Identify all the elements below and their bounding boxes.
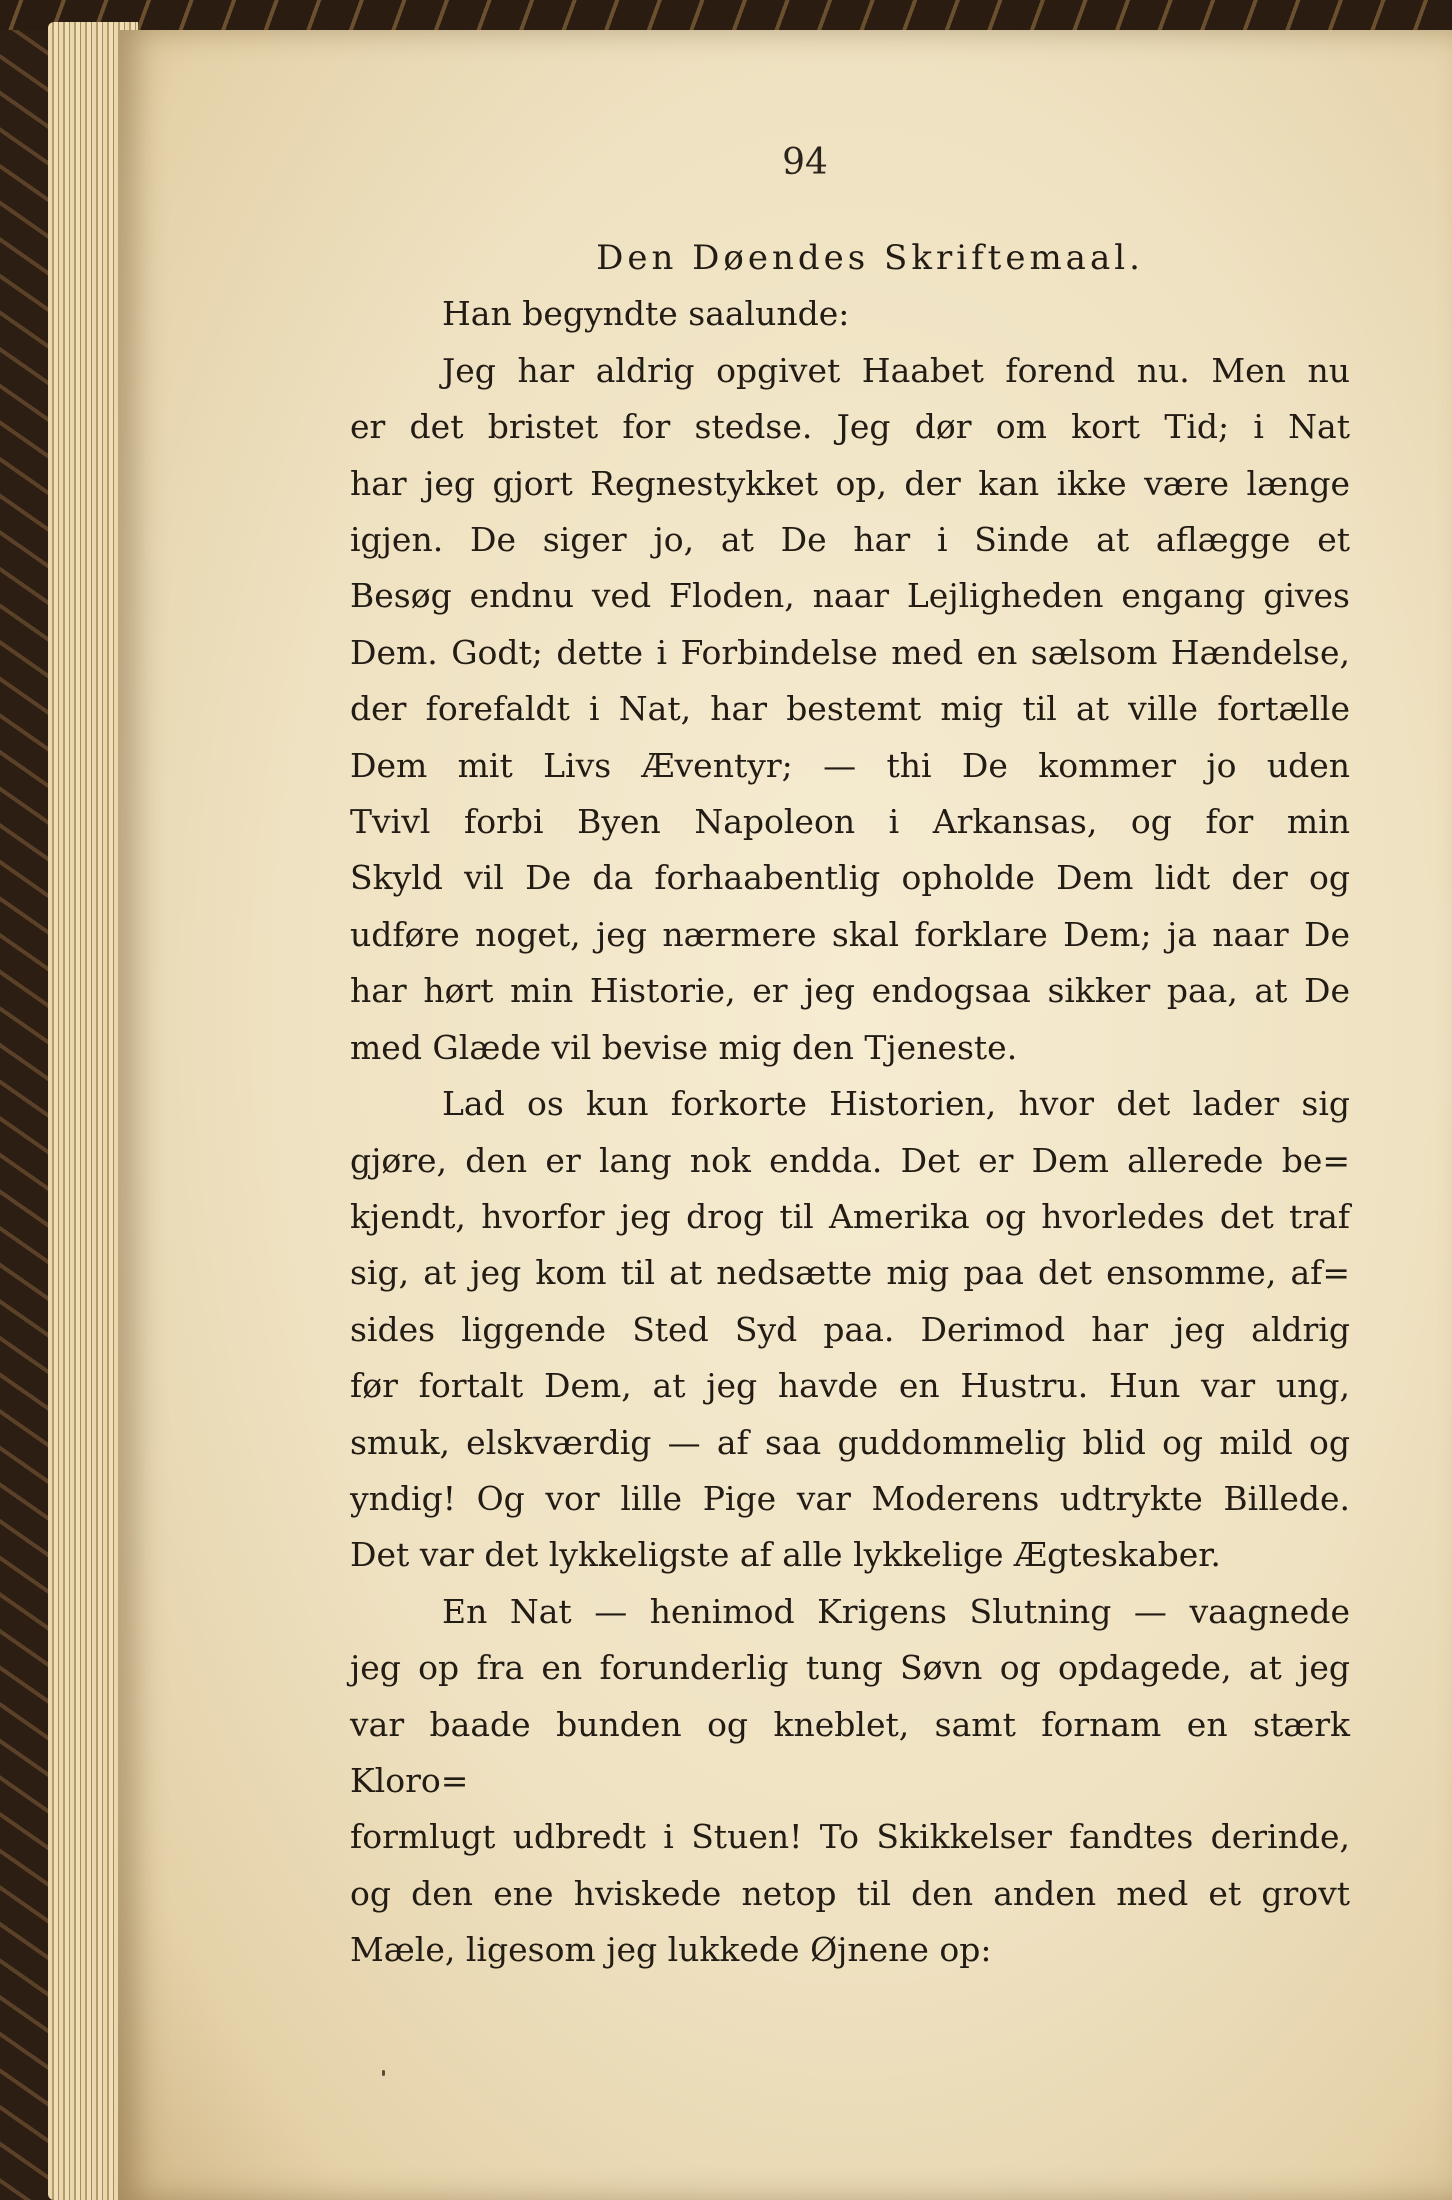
text-line: der forefaldt i Nat, har bestemt mig til at ville fortælle: [350, 689, 1350, 729]
text-line: sides liggende Sted Syd paa. Derimod har jeg aldrig: [350, 1309, 1350, 1349]
text-line: er det bristet for stedse. Jeg dør om kort Tid; i Nat: [350, 407, 1350, 447]
book-cover-top: [0, 0, 1452, 30]
text-line: Besøg endnu ved Floden, naar Lejligheden engang gives: [350, 576, 1350, 616]
text-line: kjendt, hvorfor jeg drog til Amerika og hvorledes det traf: [350, 1196, 1350, 1236]
paragraph: [350, 286, 1350, 342]
text-line: Det var det lykkeligste af alle lykkelige Ægteskaber.: [350, 1535, 1221, 1575]
text-line: Jeg har aldrig opgivet Haabet forend nu. Men nu: [442, 350, 1350, 390]
text-line: igjen. De siger jo, at De har i Sinde at aflægge et: [350, 520, 1350, 560]
text-line: udføre noget, jeg nærmere skal forklare Dem; ja naar De: [350, 914, 1350, 954]
text-line: Lad os kun forkorte Historien, hvor det lader sig: [442, 1084, 1350, 1124]
text-line: var baade bunden og kneblet, samt fornam en stærk Kloro=: [350, 1704, 1350, 1800]
paragraph: [350, 1076, 1350, 1584]
paragraph: [350, 343, 1350, 1076]
text-line: En Nat — henimod Krigens Slutning — vaagnede: [442, 1591, 1350, 1631]
text-line: og den ene hviskede netop til den anden med et grovt: [350, 1873, 1350, 1913]
text-line: Han begyndte saalunde:: [442, 294, 850, 334]
paragraphs: [350, 286, 1350, 1978]
page-text: [350, 230, 1350, 1979]
page-number: 94: [782, 142, 828, 183]
text-line: med Glæde vil bevise mig den Tjeneste.: [350, 1027, 1018, 1067]
text-line: Dem. Godt; dette i Forbindelse med en sælsom Hændelse,: [350, 632, 1350, 672]
text-line: Dem mit Livs Æventyr; — thi De kommer jo uden: [350, 745, 1350, 785]
text-line: har hørt min Historie, er jeg endogsaa sikker paa, at De: [350, 971, 1350, 1011]
text-line: Tvivl forbi Byen Napoleon i Arkansas, og for min: [350, 802, 1350, 842]
chapter-title: Den Døendes Skriftemaal.: [596, 238, 1144, 278]
text-line: før fortalt Dem, at jeg havde en Hustru. Hun var ung,: [350, 1366, 1350, 1406]
text-line: jeg op fra en forunderlig tung Søvn og opdagede, at jeg: [350, 1648, 1350, 1688]
text-line: Skyld vil De da forhaabentlig opholde Dem lidt der og: [350, 858, 1350, 898]
text-line: formlugt udbredt i Stuen! To Skikkelser fandtes derinde,: [350, 1817, 1350, 1857]
paper-speck: [382, 2070, 385, 2076]
text-line: Mæle, ligesom jeg lukkede Øjnene op:: [350, 1930, 992, 1970]
book-page: [118, 30, 1452, 2200]
text-line: gjøre, den er lang nok endda. Det er Dem allerede be=: [350, 1140, 1350, 1180]
text-line: smuk, elskværdig — af saa guddommelig blid og mild og: [350, 1422, 1350, 1462]
text-line: sig, at jeg kom til at nedsætte mig paa det ensomme, af=: [350, 1253, 1350, 1293]
text-line: har jeg gjort Regnestykket op, der kan ikke være længe: [350, 463, 1350, 503]
paragraph: [350, 1584, 1350, 1979]
text-line: yndig! Og vor lille Pige var Moderens udtrykte Billede.: [350, 1478, 1350, 1518]
